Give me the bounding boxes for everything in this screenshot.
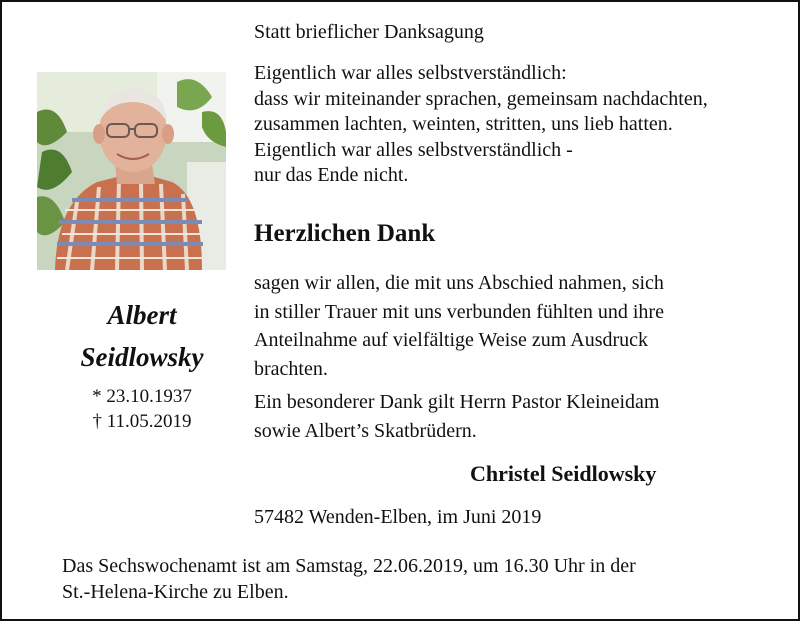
- intro-line: Statt brieflicher Danksagung: [254, 21, 484, 43]
- deceased-first-name: Albert: [107, 300, 177, 330]
- service-notice: Das Sechswochenamt ist am Samstag, 22.06.2019, um 16.30 Uhr in der St.-Helena-Kirche zu Elben.: [62, 555, 636, 603]
- poem-text: Eigentlich war alles selbstverständlich: dass wir miteinander sprachen, gemeinsam nachdachten, zusammen lachten, weinten, stritten, uns lieb hatten. Eigentlich war alles selbstverständlich - nur das Ende nicht.: [254, 62, 708, 186]
- signature-name: Christel Seidlowsky: [470, 461, 657, 486]
- birth-date: * 23.10.1937: [92, 386, 192, 407]
- thanks-paragraph: sagen wir allen, die mit uns Abschied nahmen, sich in stiller Trauer mit uns verbunden fühlten und ihre Anteilnahme auf vielfältige Weise zum Ausdruck brachten.: [254, 272, 664, 380]
- death-date: † 11.05.2019: [92, 411, 192, 432]
- thanks-heading: Herzlichen Dank: [254, 220, 436, 247]
- special-thanks-paragraph: Ein besonderer Dank gilt Herrn Pastor Kleineidam sowie Albert’s Skatbrüdern.: [254, 391, 660, 442]
- place-date: 57482 Wenden-Elben, im Juni 2019: [254, 506, 542, 528]
- portrait-image: [37, 72, 226, 270]
- portrait-photo: [37, 72, 226, 270]
- deceased-last-name: Seidlowsky: [80, 342, 204, 372]
